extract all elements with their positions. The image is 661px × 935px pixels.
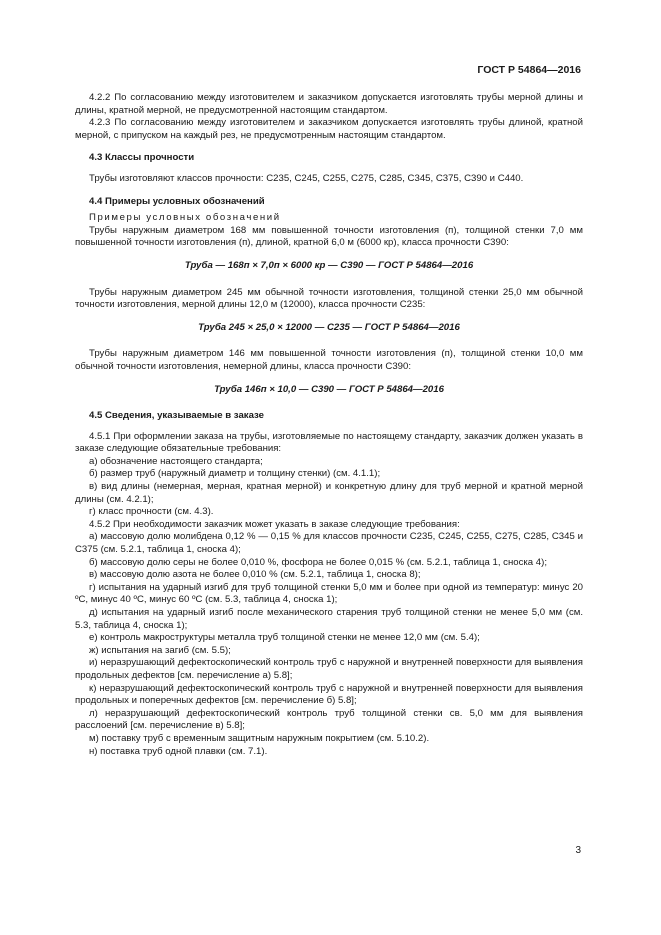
list-item: в) вид длины (немерная, мерная, кратная мерной) и конкретную длину для труб мерной и кратной мерной длины (см. 4.2.1); <box>75 481 583 505</box>
list-item: б) массовую долю серы не более 0,010 %, фосфора не более 0,015 % (см. 5.2.1, таблица 1, сноска 4); <box>89 556 548 568</box>
list-item: и) неразрушающий дефектоскопический контроль труб с наружной и внутренней поверхности для выявления продольных дефектов [см. перечисление а) 5.8]; <box>75 657 583 681</box>
example-1-text: Трубы наружным диаметром 168 мм повышенной точности изготовления (п), толщиной стенки 7,0 мм повышенной точности изготовления (п), длиной, кратной 6,0 м (6000 кр), класса прочности С390: <box>75 224 583 249</box>
example-2-text: Трубы наружным диаметром 245 мм обычной точности изготовления, толщиной стенки 25,0 мм обычной точности изготовления, мерной длины 12,0 м (12000), класса прочности С235: <box>75 286 583 311</box>
example-3-formula: Труба 146п × 10,0 — С390 — ГОСТ Р 54864—2016 <box>214 383 444 395</box>
list-item: г) класс прочности (см. 4.3). <box>89 506 214 518</box>
list-item: г) испытания на ударный изгиб для труб толщиной стенки 5,0 мм и более при одной из температур: минус 20 ºС, минус 40 ºС, минус 60 ºС (см. 5.3, таблица 4, сноска 1); <box>75 581 583 606</box>
list-item: д) испытания на ударный изгиб после механического старения труб толщиной стенки не менее 5,0 мм (см. 5.3, таблица 4, сноска 1); <box>75 607 583 631</box>
paragraph-4-3: Трубы изготовляют классов прочности: С235, С245, С255, С275, С285, С345, С375, С390 и С440. <box>89 172 524 184</box>
list-item: в) массовую долю азота не более 0,010 % (см. 5.2.1, таблица 1, сноска 8); <box>89 569 421 581</box>
list-item: ж) испытания на загиб (см. 5.5); <box>89 644 231 656</box>
paragraph-4-2-3: 4.2.3 По согласованию между изготовителем и заказчиком допускается изготовлять трубы длиной, кратной мерной, с припуском на каждый рез, не предусмотренным настоящим стандартом. <box>75 117 583 141</box>
page-content <box>75 92 583 758</box>
paragraph-4-2-2: 4.2.2 По согласованию между изготовителем и заказчиком допускается изготовлять трубы мерной длины и длины, кратной мерной, не предусмотренной настоящим стандартом. <box>75 92 583 116</box>
example-2-formula: Труба 245 × 25,0 × 12000 — С235 — ГОСТ Р 54864—2016 <box>198 321 460 333</box>
page-number: 3 <box>575 845 581 856</box>
example-3-text: Трубы наружным диаметром 146 мм повышенной точности изготовления (п), толщиной стенки 10,0 мм обычной точности изготовления, немерной длины, класса прочности С390: <box>75 348 583 372</box>
list-item: а) массовую долю молибдена 0,12 % — 0,15 % для классов прочности С235, С245, С255, С275, С285, С345 и С375 (см. 5.2.1, таблица 1, сноска 4); <box>75 531 583 556</box>
list-item: а) обозначение настоящего стандарта; <box>89 455 263 467</box>
paragraph-4-5-1: 4.5.1 При оформлении заказа на трубы, изготовляемые по настоящему стандарту, заказчик должен указать в заказе следующие обязательные требования: <box>75 430 583 455</box>
list-item: л) неразрушающий дефектоскопический контроль труб толщиной стенки св. 5,0 мм для выявления расслоений [см. перечисление в) 5.8]; <box>75 707 583 732</box>
heading-4-5: 4.5 Сведения, указываемые в заказе <box>89 410 265 422</box>
standard-header: ГОСТ Р 54864—2016 <box>477 64 581 76</box>
example-1-formula: Труба — 168п × 7,0п × 6000 кр — С390 — ГОСТ Р 54864—2016 <box>184 259 474 271</box>
list-item: н) поставка труб одной плавки (см. 7.1). <box>89 745 268 757</box>
heading-4-3: 4.3 Классы прочности <box>89 152 195 164</box>
examples-label: Примеры условных обозначений <box>89 212 281 224</box>
paragraph-4-5-2: 4.5.2 При необходимости заказчик может указать в заказе следующие требования: <box>89 518 460 530</box>
heading-4-4: 4.4 Примеры условных обозначений <box>89 195 265 207</box>
list-item: к) неразрушающий дефектоскопический контроль труб с наружной и внутренней поверхности для выявления продольных и поперечных дефектов [см. перечисление б) 5.8]; <box>75 682 583 707</box>
list-item: е) контроль макроструктуры металла труб толщиной стенки не менее 12,0 мм (см. 5.4); <box>89 632 480 644</box>
list-item: б) размер труб (наружный диаметр и толщину стенки) (см. 4.1.1); <box>89 468 381 480</box>
list-item: м) поставку труб с временным защитным наружным покрытием (см. 5.10.2). <box>89 732 430 744</box>
